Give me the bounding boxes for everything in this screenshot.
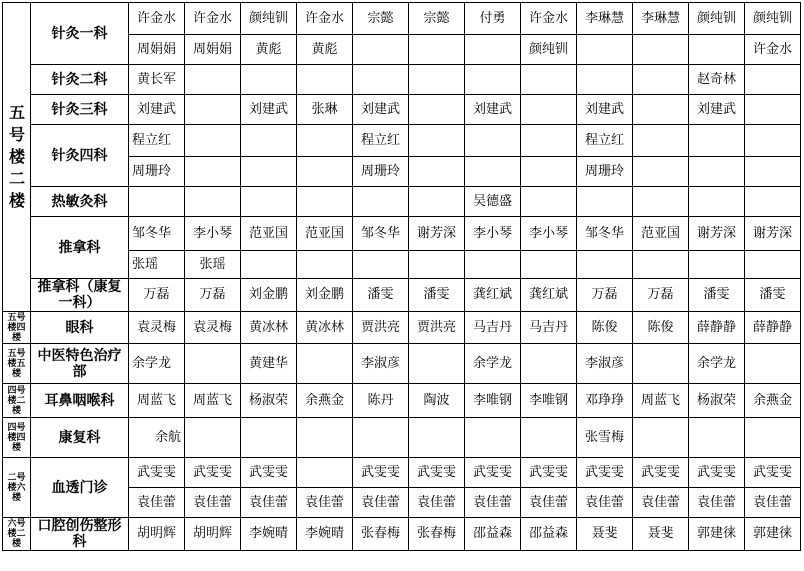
staff-cell: [465, 251, 521, 279]
staff-cell: [185, 157, 241, 187]
staff-cell: [353, 418, 409, 458]
staff-cell: 刘建武: [129, 95, 185, 125]
staff-cell: [633, 125, 689, 157]
staff-cell: [521, 187, 577, 217]
staff-cell: 邹冬华: [129, 217, 185, 251]
table-row: [3, 3, 801, 35]
staff-cell: 薛静静: [689, 312, 745, 344]
floor-label: 六号楼二楼: [3, 518, 31, 551]
staff-cell: 李唯钢: [465, 384, 521, 418]
staff-cell: 袁佳蕾: [689, 488, 745, 518]
staff-cell: [577, 251, 633, 279]
floor-label: 四号楼四楼: [3, 418, 31, 458]
staff-cell: [241, 125, 297, 157]
staff-cell: 武雯雯: [689, 458, 745, 488]
staff-cell: 李琳慧: [633, 3, 689, 35]
staff-cell: 李小琴: [465, 217, 521, 251]
staff-cell: [409, 187, 465, 217]
staff-cell: 宗懿: [409, 3, 465, 35]
staff-cell: 谢芳深: [409, 217, 465, 251]
staff-cell: 袁佳蕾: [185, 488, 241, 518]
staff-cell: 袁佳蕾: [745, 488, 801, 518]
staff-cell: 贾洪亮: [409, 312, 465, 344]
department-name: 耳鼻咽喉科: [31, 384, 129, 418]
staff-cell: [465, 35, 521, 65]
staff-cell: 余燕金: [745, 384, 801, 418]
staff-cell: 袁佳蕾: [297, 488, 353, 518]
staff-cell: 武雯雯: [409, 458, 465, 488]
staff-cell: [241, 157, 297, 187]
staff-cell: 许金水: [297, 3, 353, 35]
staff-cell: [185, 65, 241, 95]
staff-cell: 周娟娟: [185, 35, 241, 65]
staff-cell: 潘雯: [353, 279, 409, 312]
staff-cell: [745, 125, 801, 157]
staff-cell: 谢芳深: [745, 217, 801, 251]
staff-cell: 郭建徕: [745, 518, 801, 551]
department-name: 康复科: [31, 418, 129, 458]
staff-cell: 邵益森: [521, 518, 577, 551]
staff-cell: 颜纯钏: [521, 35, 577, 65]
staff-cell: [241, 65, 297, 95]
staff-cell: [745, 344, 801, 384]
staff-cell: 袁灵梅: [185, 312, 241, 344]
staff-cell: 陈俊: [577, 312, 633, 344]
staff-cell: 聂斐: [577, 518, 633, 551]
staff-cell: 李淑彦: [577, 344, 633, 384]
staff-cell: [745, 251, 801, 279]
staff-cell: [633, 418, 689, 458]
staff-cell: [185, 187, 241, 217]
staff-cell: 余学龙: [129, 344, 185, 384]
staff-cell: [409, 65, 465, 95]
staff-cell: [185, 95, 241, 125]
department-name: 眼科: [31, 312, 129, 344]
department-name: 中医特色治疗部: [31, 344, 129, 384]
department-name: 血透门诊: [31, 458, 129, 518]
staff-cell: 李小琴: [521, 217, 577, 251]
staff-cell: 张雪梅: [577, 418, 633, 458]
staff-cell: 周蓝飞: [129, 384, 185, 418]
staff-cell: 黄长军: [129, 65, 185, 95]
floor-label: 二号楼六楼: [3, 458, 31, 518]
staff-cell: 周蓝飞: [185, 384, 241, 418]
staff-cell: 龚红斌: [521, 279, 577, 312]
staff-cell: 潘雯: [745, 279, 801, 312]
staff-cell: 郭建徕: [689, 518, 745, 551]
staff-cell: [409, 125, 465, 157]
staff-cell: 袁佳蕾: [577, 488, 633, 518]
staff-cell: 刘建武: [465, 95, 521, 125]
staff-cell: [745, 418, 801, 458]
staff-cell: [409, 95, 465, 125]
staff-cell: 马吉丹: [521, 312, 577, 344]
staff-cell: [521, 251, 577, 279]
staff-cell: 刘建武: [689, 95, 745, 125]
staff-cell: [185, 125, 241, 157]
staff-cell: 武雯雯: [241, 458, 297, 488]
staff-cell: 颜纯钏: [689, 3, 745, 35]
staff-cell: [465, 418, 521, 458]
staff-cell: [689, 418, 745, 458]
staff-cell: 刘建武: [241, 95, 297, 125]
staff-cell: 潘雯: [409, 279, 465, 312]
staff-cell: [297, 418, 353, 458]
staff-cell: [521, 157, 577, 187]
department-name: 针灸二科: [31, 65, 129, 95]
staff-cell: 杨淑荣: [689, 384, 745, 418]
staff-cell: 贾洪亮: [353, 312, 409, 344]
staff-cell: 武雯雯: [353, 458, 409, 488]
table-row: [3, 384, 801, 418]
staff-cell: 潘雯: [689, 279, 745, 312]
staff-cell: 许金水: [521, 3, 577, 35]
staff-cell: 李小琴: [185, 217, 241, 251]
staff-cell: [465, 157, 521, 187]
staff-cell: [185, 344, 241, 384]
staff-cell: 程立红: [577, 125, 633, 157]
staff-cell: 邹冬华: [577, 217, 633, 251]
staff-cell: [297, 458, 353, 488]
staff-cell: 武雯雯: [745, 458, 801, 488]
staff-cell: 武雯雯: [185, 458, 241, 488]
staff-cell: 薛静静: [745, 312, 801, 344]
staff-cell: [689, 35, 745, 65]
staff-cell: [521, 125, 577, 157]
staff-cell: [297, 251, 353, 279]
staff-cell: 聂斐: [633, 518, 689, 551]
floor-label: 五号楼四楼: [3, 312, 31, 344]
staff-cell: 邓琤琤: [577, 384, 633, 418]
staff-cell: 张春梅: [353, 518, 409, 551]
staff-cell: [577, 35, 633, 65]
department-name: 针灸四科: [31, 125, 129, 187]
staff-cell: 刘金鹏: [297, 279, 353, 312]
staff-cell: 范亚国: [297, 217, 353, 251]
table-row: [3, 458, 801, 488]
staff-cell: [633, 344, 689, 384]
department-name: 热敏灸科: [31, 187, 129, 217]
staff-cell: [409, 418, 465, 458]
staff-cell: [689, 125, 745, 157]
staff-cell: 袁佳蕾: [409, 488, 465, 518]
staff-cell: 许金水: [129, 3, 185, 35]
staff-cell: [745, 95, 801, 125]
staff-cell: [521, 65, 577, 95]
staff-cell: [689, 251, 745, 279]
staff-cell: 周娟娟: [129, 35, 185, 65]
staff-cell: 吴德盛: [465, 187, 521, 217]
staff-cell: 程立红: [353, 125, 409, 157]
staff-cell: 邵益森: [465, 518, 521, 551]
staff-cell: [521, 418, 577, 458]
staff-cell: 袁佳蕾: [353, 488, 409, 518]
staff-cell: 杨淑荣: [241, 384, 297, 418]
staff-cell: [633, 35, 689, 65]
staff-cell: [297, 344, 353, 384]
staff-cell: 谢芳深: [689, 217, 745, 251]
staff-cell: 赵奇林: [689, 65, 745, 95]
staff-cell: [353, 65, 409, 95]
staff-cell: 李唯钢: [521, 384, 577, 418]
staff-cell: 余航: [129, 418, 185, 458]
staff-cell: 袁佳蕾: [633, 488, 689, 518]
staff-cell: [745, 187, 801, 217]
staff-cell: 余学龙: [465, 344, 521, 384]
staff-cell: 张瑶: [129, 251, 185, 279]
staff-cell: [353, 35, 409, 65]
staff-cell: [241, 187, 297, 217]
staff-cell: [633, 157, 689, 187]
staff-cell: 余燕金: [297, 384, 353, 418]
staff-cell: [409, 251, 465, 279]
staff-cell: [577, 187, 633, 217]
staff-cell: 范亚国: [633, 217, 689, 251]
department-name: 针灸三科: [31, 95, 129, 125]
staff-cell: 张琳: [297, 95, 353, 125]
staff-cell: 袁佳蕾: [129, 488, 185, 518]
staff-cell: 宗懿: [353, 3, 409, 35]
staff-cell: [689, 157, 745, 187]
floor-label: 五号楼二楼: [3, 3, 31, 312]
staff-cell: [633, 187, 689, 217]
staff-cell: [241, 251, 297, 279]
staff-cell: 黄彪: [241, 35, 297, 65]
table-row: [3, 518, 801, 551]
table-row: [3, 187, 801, 217]
staff-cell: [297, 157, 353, 187]
staff-cell: 邹冬华: [353, 217, 409, 251]
staff-cell: [241, 418, 297, 458]
staff-cell: 陈丹: [353, 384, 409, 418]
staff-cell: 余学龙: [689, 344, 745, 384]
staff-cell: [521, 344, 577, 384]
table-row: [3, 418, 801, 458]
staff-cell: 颜纯钏: [745, 3, 801, 35]
staff-cell: [297, 65, 353, 95]
staff-cell: 颜纯钏: [241, 3, 297, 35]
staff-cell: [353, 187, 409, 217]
staff-cell: [297, 187, 353, 217]
staff-cell: [745, 65, 801, 95]
schedule-table: [2, 2, 801, 551]
table-row: [3, 95, 801, 125]
staff-cell: [633, 251, 689, 279]
staff-cell: 周珊玲: [353, 157, 409, 187]
staff-cell: 武雯雯: [633, 458, 689, 488]
staff-cell: 袁佳蕾: [241, 488, 297, 518]
staff-cell: 武雯雯: [129, 458, 185, 488]
table-row: [3, 344, 801, 384]
staff-cell: 龚红斌: [465, 279, 521, 312]
staff-cell: 范亚国: [241, 217, 297, 251]
table-row: [3, 279, 801, 312]
staff-cell: [185, 418, 241, 458]
staff-cell: 万磊: [633, 279, 689, 312]
department-name: 针灸一科: [31, 3, 129, 65]
staff-cell: 程立红: [129, 125, 185, 157]
staff-cell: 陈俊: [633, 312, 689, 344]
staff-cell: 张春梅: [409, 518, 465, 551]
staff-cell: [689, 187, 745, 217]
staff-cell: 陶波: [409, 384, 465, 418]
staff-cell: [577, 65, 633, 95]
staff-cell: [465, 65, 521, 95]
staff-cell: 李琳慧: [577, 3, 633, 35]
staff-cell: 袁灵梅: [129, 312, 185, 344]
staff-cell: 许金水: [185, 3, 241, 35]
staff-cell: 周蓝飞: [633, 384, 689, 418]
staff-cell: 黄建华: [241, 344, 297, 384]
staff-cell: [353, 251, 409, 279]
staff-cell: 武雯雯: [577, 458, 633, 488]
staff-cell: 黄彪: [297, 35, 353, 65]
staff-cell: 万磊: [185, 279, 241, 312]
staff-cell: [409, 157, 465, 187]
staff-cell: 黄冰林: [297, 312, 353, 344]
staff-cell: 万磊: [577, 279, 633, 312]
floor-label: 四号楼二楼: [3, 384, 31, 418]
department-name: 推拿科（康复一科）: [31, 279, 129, 312]
staff-cell: 刘建武: [353, 95, 409, 125]
staff-cell: 周珊玲: [129, 157, 185, 187]
staff-cell: 袁佳蕾: [465, 488, 521, 518]
table-row: [3, 125, 801, 157]
staff-cell: 黄冰林: [241, 312, 297, 344]
staff-cell: 付勇: [465, 3, 521, 35]
staff-cell: [129, 187, 185, 217]
staff-cell: [409, 344, 465, 384]
staff-cell: 周珊玲: [577, 157, 633, 187]
staff-cell: 万磊: [129, 279, 185, 312]
staff-cell: [521, 95, 577, 125]
staff-cell: 李婉晴: [297, 518, 353, 551]
staff-cell: 张瑶: [185, 251, 241, 279]
staff-cell: 马吉丹: [465, 312, 521, 344]
floor-label: 五号楼五楼: [3, 344, 31, 384]
staff-cell: 武雯雯: [521, 458, 577, 488]
staff-cell: 武雯雯: [465, 458, 521, 488]
staff-cell: [297, 125, 353, 157]
table-row: [3, 65, 801, 95]
staff-cell: 胡明辉: [185, 518, 241, 551]
staff-cell: 刘建武: [577, 95, 633, 125]
department-name: 口腔创伤整形科: [31, 518, 129, 551]
table-row: [3, 217, 801, 251]
staff-cell: 袁佳蕾: [521, 488, 577, 518]
table-row: [3, 312, 801, 344]
staff-cell: [633, 65, 689, 95]
staff-cell: 胡明辉: [129, 518, 185, 551]
staff-cell: [633, 95, 689, 125]
staff-cell: 刘金鹏: [241, 279, 297, 312]
staff-cell: [465, 125, 521, 157]
staff-cell: [409, 35, 465, 65]
staff-cell: [745, 157, 801, 187]
department-name: 推拿科: [31, 217, 129, 279]
staff-cell: 李淑彦: [353, 344, 409, 384]
staff-cell: 许金水: [745, 35, 801, 65]
staff-cell: 李婉晴: [241, 518, 297, 551]
